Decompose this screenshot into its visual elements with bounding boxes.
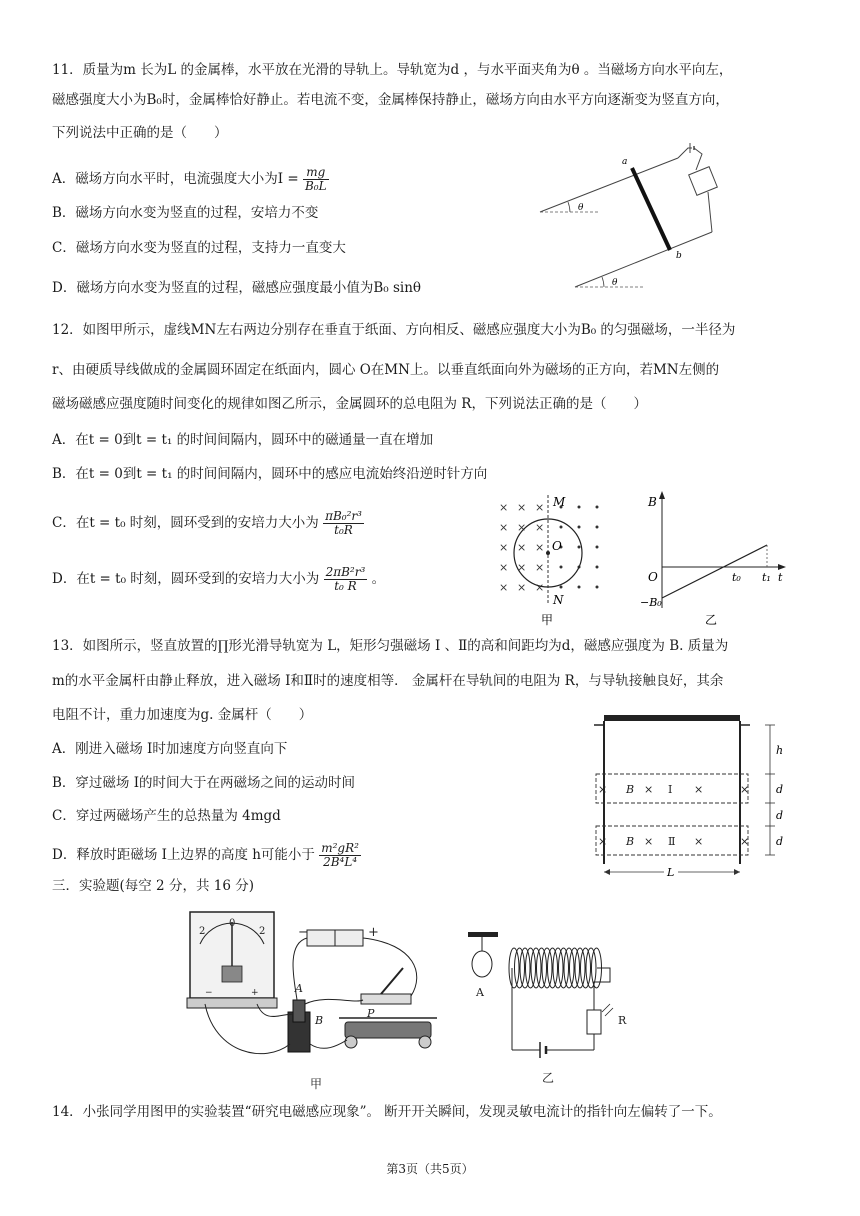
solenoid-icon (509, 948, 610, 996)
q11-option-c: C．磁场方向水变为竖直的过程，支持力一直变大 (52, 240, 346, 256)
q13-option-d-fraction (319, 842, 361, 869)
field-dot-mark (578, 526, 581, 529)
ring-a-icon (472, 951, 492, 977)
q11-option-a-fraction (303, 166, 329, 193)
q11-stem-line2: 磁感强度大小为B₀时，金属棒恰好静止。若电流不变，金属棒保持静止，磁场方向由水平方向逐渐变为竖直方向， (52, 92, 729, 108)
field-cross-mark: × (499, 501, 509, 514)
q12-label-n: N (553, 593, 564, 607)
label-a: A (295, 982, 303, 995)
caption-jia: 甲 (310, 1077, 323, 1091)
experiment-figure-jia (185, 904, 450, 1094)
q13-option-a: A．刚进入磁场 Ⅰ时加速度方向竖直向下 (52, 741, 288, 757)
svg-text:2: 2 (199, 926, 206, 937)
field-dot-mark (596, 566, 599, 569)
coil-a-icon (293, 1000, 305, 1022)
q13-rail-figure (590, 712, 790, 882)
experiment-figure-yi (462, 930, 662, 1090)
field-dot-mark (560, 586, 563, 589)
photoresistor-icon (587, 1010, 601, 1034)
fraction-numerator: πB₀²r³ (325, 509, 362, 523)
q12-axis-origin: O (648, 570, 658, 584)
q11-label-b: b (676, 251, 682, 261)
q11-theta-label-top: θ (578, 203, 584, 213)
field-cross-mark: × (499, 561, 509, 574)
field-cross-mark: × (499, 521, 509, 534)
q13-option-b: B．穿过磁场 Ⅰ的时间大于在两磁场之间的运动时间 (52, 775, 356, 791)
svg-text:2: 2 (259, 926, 266, 937)
field-cross-mark: × (644, 835, 654, 848)
q12-option-b: B．在t = 0到t = t₁ 的时间间隔内，圆环中的感应电流始终沿逆时针方向 (52, 466, 488, 482)
field-cross-mark: × (535, 521, 545, 534)
section-3-title: 三．实验题(每空 2 分，共 16 分) (52, 878, 254, 894)
field-dot-mark (578, 586, 581, 589)
q14-stem-line1: 14．小张同学用图甲的实验装置“研究电磁感应现象”。 断开开关瞬间，发现灵敏电流计的指针向左偏转了一下。 (52, 1104, 722, 1120)
fraction-numerator: m²gR² (321, 841, 359, 855)
q12-option-c-fraction (323, 510, 364, 537)
label-a-yi: A (476, 986, 484, 999)
field-dot-mark (560, 526, 563, 529)
q13-stem-line1: 13．如图所示，竖直放置的∏形光滑导轨宽为 L，矩形匀强磁场 Ⅰ 、Ⅱ的高和间距均为d，磁感应强度为 B. 质量为 (52, 638, 729, 654)
q12-option-d (52, 566, 385, 593)
q13-label-l: L (667, 866, 675, 879)
q12-option-d-text: D．在t = t₀ 时刻，圆环受到的安培力大小为 (52, 571, 320, 587)
q13-label-d: d (776, 783, 784, 796)
field-dot-mark (596, 586, 599, 589)
label-p: P (367, 1007, 375, 1020)
fraction-numerator: mg (303, 166, 329, 180)
q13-label-h: h (776, 744, 784, 757)
q12-option-d-end: 。 (371, 571, 386, 587)
q13-option-d-text: D．释放时距磁场 Ⅰ上边界的高度 h可能小于 (52, 847, 315, 863)
field-cross-mark: × (517, 561, 527, 574)
fraction-denominator: t₀ R (334, 579, 357, 593)
q13-stem-line2: m的水平金属杆由静止释放，进入磁场 Ⅰ和Ⅱ时的速度相等． 金属杆在导轨间的电阻为 R，与导轨接触良好，其余 (52, 673, 724, 689)
q12-label-o: O (552, 539, 562, 553)
q11-option-d: D．磁场方向水变为竖直的过程，磁感应强度最小值为B₀ sinθ (52, 280, 422, 296)
galvanometer-minus: − (205, 988, 213, 998)
q12-label-m: M (553, 495, 566, 509)
field-dot-mark (596, 546, 599, 549)
field-cross-mark: × (535, 501, 545, 514)
field-cross-mark: × (694, 783, 704, 796)
q11-stem-line1: 11．质量为m 长为L 的金属棒，水平放在光滑的导轨上。导轨宽为d ，与水平面夹角为θ 。当磁场方向水平向左， (52, 62, 733, 78)
field-cross-mark: × (535, 561, 545, 574)
rheostat-icon (345, 1022, 431, 1038)
field-dot-mark (596, 506, 599, 509)
q12-stem-line1: 12．如图甲所示，虚线MN左右两边分别存在垂直于纸面、方向相反、磁感应强度大小为B₀ 的匀强磁场，一半径为 (52, 322, 736, 338)
q13-field1-label: Ⅰ (668, 783, 673, 796)
field-cross-mark: × (517, 501, 527, 514)
page-footer: 第3页（共5页） (386, 1162, 474, 1176)
field-dot-mark (578, 546, 581, 549)
switch-icon (361, 994, 411, 1004)
q13-option-c: C．穿过两磁场产生的总热量为 4mgd (52, 808, 281, 824)
field-cross-mark: × (740, 835, 750, 848)
field-cross-mark: × (644, 783, 654, 796)
q13-option-d (52, 842, 361, 869)
q12-option-c (52, 510, 364, 537)
q13-stem-line3: 电阻不计，重力加速度为g. 金属杆（ ） (52, 707, 313, 723)
q11-theta-label-bottom: θ (612, 278, 618, 288)
resistor-icon (689, 167, 718, 196)
field-dot-mark (596, 526, 599, 529)
q11-stem-line3: 下列说法中正确的是（ ） (52, 125, 228, 141)
field-cross-mark: × (517, 521, 527, 534)
q12-label-t0: t₀ (732, 571, 741, 584)
q12-axis-b: B (648, 495, 657, 509)
q13-field2-b: B (626, 835, 635, 848)
q11-rail-figure (530, 140, 780, 295)
q11-metal-rod (632, 168, 670, 250)
q12-axis-t: t (778, 571, 783, 584)
field-cross-mark: × (694, 835, 704, 848)
galvanometer-plus: + (251, 988, 259, 998)
field-cross-mark: × (499, 581, 509, 594)
q12-option-a: A．在t = 0到t = t₁ 的时间间隔内，圆环中的磁通量一直在增加 (52, 432, 434, 448)
q11-option-b: B．磁场方向水变为竖直的过程，安培力不变 (52, 205, 319, 221)
battery-plus: + (368, 925, 379, 940)
q13-label-d: d (776, 835, 784, 848)
fraction-denominator: t₀R (334, 523, 353, 537)
q12-caption-yi: 乙 (705, 613, 718, 627)
field-cross-mark: × (740, 783, 750, 796)
q12-option-c-text: C．在t = t₀ 时刻，圆环受到的安培力大小为 (52, 515, 319, 531)
q12-option-d-fraction (324, 566, 368, 593)
field-dot-mark (560, 566, 563, 569)
field-cross-mark: × (517, 581, 527, 594)
field-cross-mark: × (517, 541, 527, 554)
battery-minus: − (298, 925, 309, 940)
q12-caption-jia: 甲 (541, 613, 554, 627)
field-cross-mark: × (535, 581, 545, 594)
label-r: R (618, 1014, 627, 1027)
q12-label-t1: t₁ (762, 571, 771, 584)
field-cross-mark: × (499, 541, 509, 554)
fraction-denominator: B₀L (304, 179, 327, 193)
q12-stem-line3: 磁场磁感应强度随时间变化的规律如图乙所示，金属圆环的总电阻为 R，下列说法正确的是（ ） (52, 396, 647, 412)
q11-option-a (52, 166, 329, 193)
q13-label-d: d (776, 809, 784, 822)
fraction-denominator: 2B⁴L⁴ (323, 855, 358, 869)
q12-figure-jia (493, 493, 618, 628)
q12-b-t-line (662, 545, 767, 598)
q12-figure-yi (640, 488, 790, 628)
fraction-numerator: 2πB²r³ (325, 565, 366, 579)
q12-label-neg-b0: −B₀ (640, 596, 662, 609)
field-cross-mark: × (535, 541, 545, 554)
field-cross-mark: × (598, 783, 608, 796)
q13-field2-label: Ⅱ (668, 835, 676, 848)
caption-yi: 乙 (542, 1071, 555, 1085)
q11-option-a-text: A．磁场方向水平时，电流强度大小为I = (52, 171, 299, 187)
q13-field1-b: B (626, 783, 635, 796)
field-cross-mark: × (598, 835, 608, 848)
q12-stem-line2: r、由硬质导线做成的金属圆环固定在纸面内，圆心 O在MN上。以垂直纸面向外为磁场的正方向，若MN左侧的 (52, 362, 720, 378)
solenoid-lead-wire (594, 968, 610, 996)
label-b: B (315, 1014, 324, 1027)
field-dot-mark (578, 506, 581, 509)
q11-label-a: a (622, 157, 628, 167)
svg-text:0: 0 (229, 918, 236, 929)
